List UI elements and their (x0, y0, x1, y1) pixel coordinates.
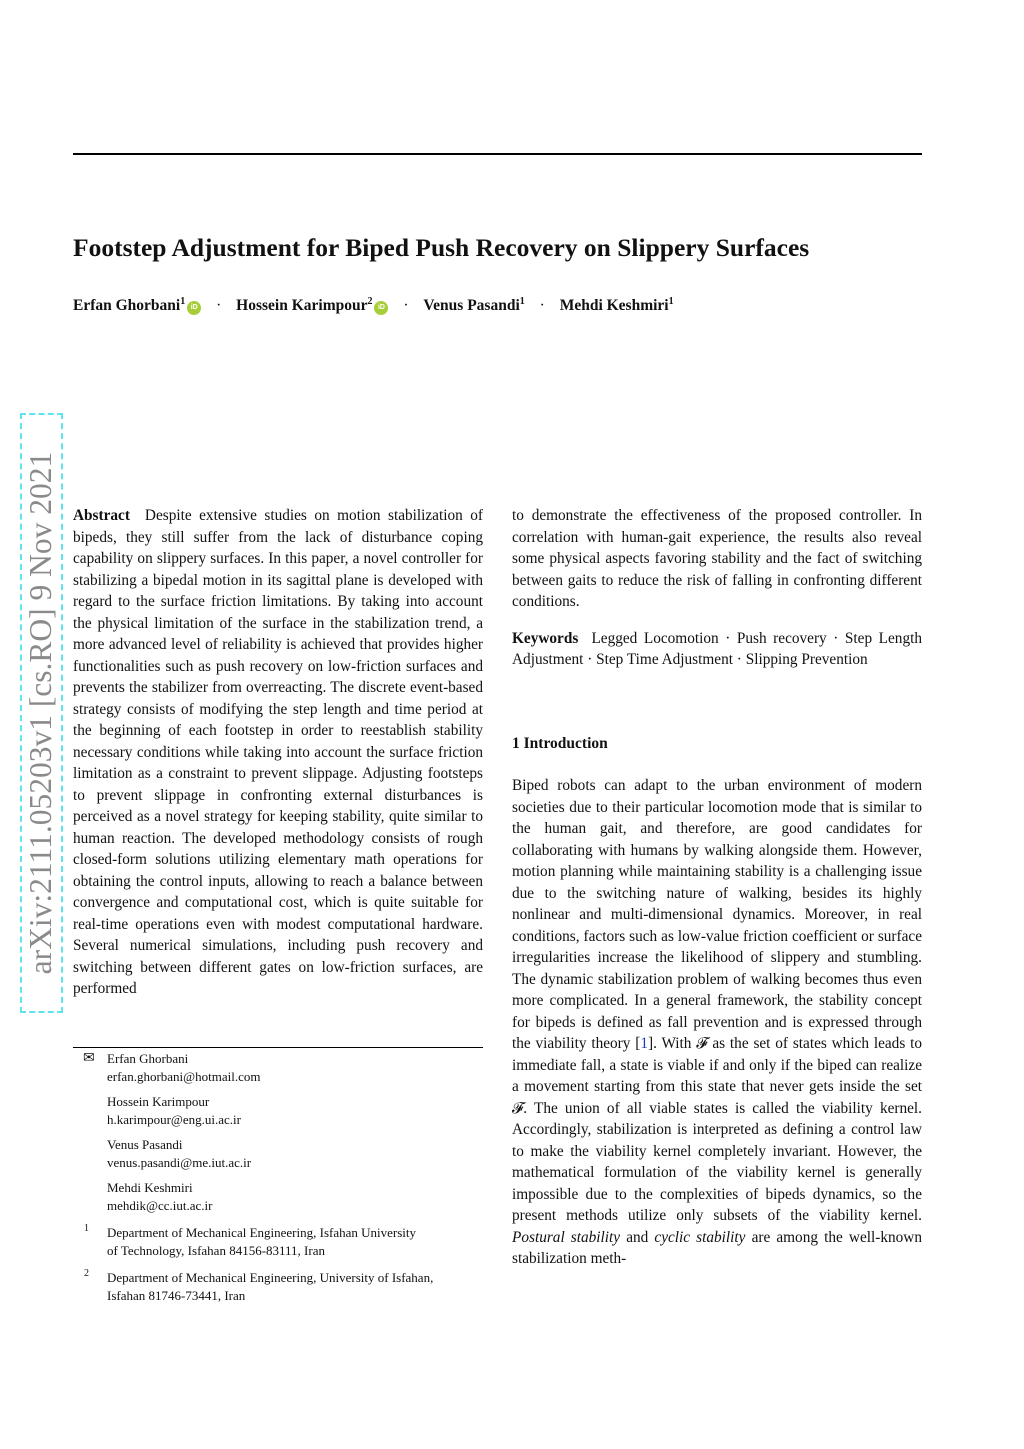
abstract-continuation: to demonstrate the effectiveness of the proposed controller. In correlation with human-gait experience, the results also reveal some physical aspects favoring stability and the fact of switching between gaits to reduce the risk of falling in confronting different conditions. (512, 507, 922, 610)
contact-name: Erfan Ghorbani (107, 1051, 189, 1066)
right-column (512, 505, 922, 1270)
abstract-text: Despite extensive studies on motion stabilization of bipeds, they still suffer from the lack of disturbance coping capability on slippery surfaces. In this paper, a novel controller for stabilizing a bipedal motion in its sagittal plane is developed with regard to the surface friction limitations. By taking into account the physical limitation of the surface in the stabilization trend, a more advanced level of reliability is achieved that provides higher functionalities such as push recovery on low-friction surfaces and prevents the stabilizer from overreacting. The discrete event-based strategy consists of modifying the step length and time period at the beginning of each footstep in order to reestablish stability necessary conditions while taking into account the surface friction limitation as a constraint to prevent slippage. Adjusting footsteps to prevent slippage in confronting external disturbances is perceived as a novel strategy for keeping stability, quite similar to human reaction. The developed methodology consists of rough closed-form solutions utilizing elementary math operations for obtaining the control inputs, allowing to reach a balance between convergence and computational cost, which is quite suitable for real-time operations even with modest computational hardware. Several numerical simulations, including push recovery and switching between different gates on low-friction surfaces, are performed (73, 507, 483, 997)
arxiv-stamp[interactable]: arXiv:2111.05203v1 [cs.RO] 9 Nov 2021 (23, 451, 58, 975)
author-3: Venus Pasandi$^1$ (423, 296, 525, 314)
footnote-rule (73, 1047, 483, 1048)
orcid-icon[interactable]: iD (374, 301, 388, 315)
contact-entry (73, 1179, 483, 1214)
abstract-column (73, 505, 483, 1000)
paper-title: Footstep Adjustment for Biped Push Recovery on Slippery Surfaces (73, 233, 810, 262)
footnotes (73, 1050, 483, 1312)
author-list (73, 291, 933, 317)
author-1: Erfan Ghorbani$^1$ (73, 296, 186, 314)
citation-link[interactable]: 1 (640, 1035, 648, 1052)
orcid-icon[interactable]: iD (187, 301, 201, 315)
contact-email[interactable]: venus.pasandi@me.iut.ac.ir (107, 1154, 252, 1170)
affiliation-number: 1 (84, 1223, 89, 1234)
author-4: Mehdi Keshmiri$^1$ (559, 296, 674, 314)
affiliation-line: of Technology, Isfahan 84156-83111, Iran (107, 1242, 325, 1258)
intro-text: ]. With 𝓕 as the set of states which leads to immediate fall, a state is viable if and only if the biped can realize a movement starting from this state that never gets inside the set 𝓕. The union of all viable states is called the viability kernel. Accordingly, stabilization is interpreted as defining a control law to make the viability kernel completely invariant. However, the mathematical formulation of the viability kernel is generally impossible due to the complexities of bipeds dynamics, so the present methods utilize only subsets of the viability kernel. (512, 1035, 922, 1224)
affiliation-line: Department of Mechanical Engineering, Isfahan University (107, 1225, 416, 1240)
contact-name: Venus Pasandi (107, 1137, 183, 1152)
author-2: Hossein Karimpour$^2$ (236, 296, 373, 314)
contact-name: Mehdi Keshmiri (107, 1180, 193, 1195)
intro-text: are among the well-known stabilization meth- (512, 1228, 922, 1267)
author-separator: · (216, 297, 222, 314)
contact-email[interactable]: erfan.ghorbani@hotmail.com (107, 1068, 261, 1084)
introduction-paragraph (512, 775, 922, 1270)
contact-entry (73, 1136, 483, 1171)
intro-italic: Postural stability (512, 1228, 621, 1246)
header-rule (73, 153, 922, 155)
abstract-label: Abstract (73, 507, 130, 524)
introduction-heading: 1 Introduction (512, 734, 608, 752)
author-separator: · (403, 297, 409, 314)
author-separator: · (539, 297, 545, 314)
keywords-label: Keywords (512, 629, 579, 647)
affiliation-1 (73, 1224, 483, 1259)
affiliation-line: Department of Mechanical Engineering, University of Isfahan, (107, 1270, 434, 1285)
intro-italic: cyclic stability (654, 1228, 746, 1246)
contact-entry (73, 1050, 483, 1085)
affiliation-number: 2 (84, 1268, 89, 1279)
envelope-icon: ✉ (83, 1051, 95, 1066)
abstract (73, 505, 483, 1000)
keywords (512, 628, 922, 671)
intro-text: and (620, 1228, 655, 1246)
contact-entry (73, 1093, 483, 1128)
keywords-text: Legged Locomotion · Push recovery · Step Length Adjustment · Step Time Adjustment · Slipping Prevention (512, 629, 922, 668)
contact-email[interactable]: mehdik@cc.iut.ac.ir (107, 1197, 213, 1213)
affiliation-line: Isfahan 81746-73441, Iran (107, 1287, 246, 1303)
contact-name: Hossein Karimpour (107, 1094, 210, 1109)
affiliation-2 (73, 1269, 483, 1304)
contact-email[interactable]: h.karimpour@eng.ui.ac.ir (107, 1111, 241, 1127)
intro-text: Biped robots can adapt to the urban environment of modern societies due to their particular locomotion mode that is similar to the human gait, and therefore, are good candidates for collaborating with humans by walking alongside them. However, motion planning while maintaining stability is a challenging issue due to the switching nature of walking, besides its highly nonlinear and multi-dimensional dynamics. Moreover, in real conditions, factors such as low-value friction coefficient or surface irregularities increase the likelihood of slippery and stumbling. The dynamic stabilization problem of walking becomes thus even more complicated. In a general framework, the stability concept for bipeds is defined as fall prevention and is expressed through the viability theory [ (512, 777, 922, 1052)
